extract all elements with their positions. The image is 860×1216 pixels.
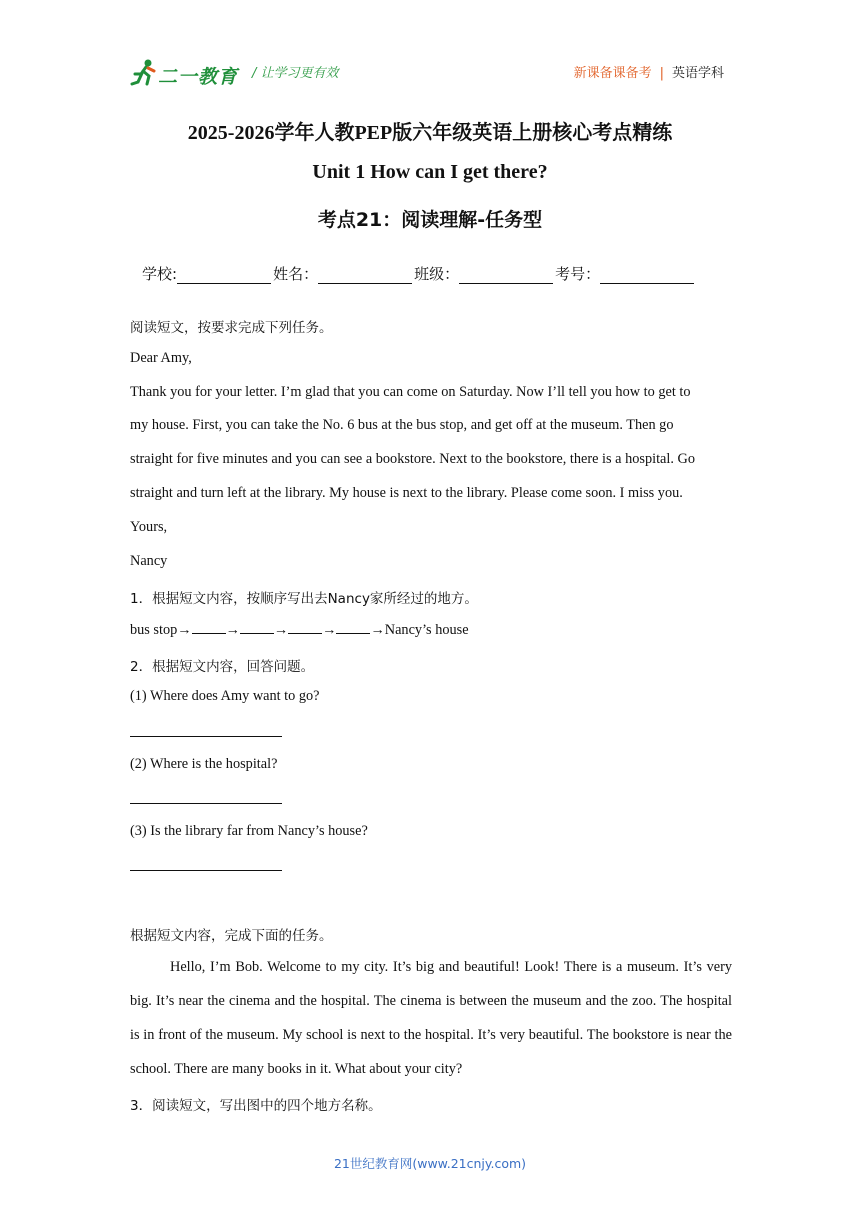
letter-signature: Nancy [130,553,168,569]
route-arrow: → [322,622,337,638]
school-blank[interactable] [177,267,271,284]
passage1-instruction: 阅读短文，按要求完成下列任务。 [130,320,333,336]
class-blank[interactable] [459,267,553,284]
letter-line: straight for five minutes and you can see a bookstore. Next to the bookstore, there is a hospital. Go [130,451,695,467]
route-arrow: → [273,622,289,638]
question-2-prompt: 2．根据短文内容，回答问题。 [130,659,315,675]
title-line-2: Unit 1 How can I get there? [312,161,548,183]
header-right [574,62,724,81]
slogan: / 让学习更有效 [252,66,339,81]
route-blank-2[interactable] [240,621,274,634]
route-blank-3[interactable] [288,621,322,634]
name-label: 姓名： [273,265,319,283]
route-arrow: → [225,622,240,638]
passage2-instruction: 根据短文内容，完成下面的任务。 [130,928,333,944]
question-2-item: (1) Where does Amy want to go? [130,688,320,704]
passage2-text: Hello, I’m Bob. Welcome to my city. It’s big and beautiful! Look! There is a museum. It’s very big. It’s near the cinema and the hospital. The cinema is between the museum and the zoo. The hospital is in front of the museum. My school is next to the hospital. It’s very beautiful. The bookstore is near the school. There are many books in it. What about your city? [130,959,732,1077]
route-blank-4[interactable] [336,621,370,634]
number-label: 考号： [555,265,601,283]
runner-logo-icon [130,58,160,88]
title-line-3: 考点21：阅读理解-任务型 [317,209,543,231]
question-1-route [130,621,469,639]
letter-line: straight and turn left at the library. My house is next to the library. Please come soon. I miss you. [130,485,683,501]
header-label: 新课备课备考 [573,66,652,81]
question-2-item: (3) Is the library far from Nancy’s house? [130,823,368,839]
answer-line[interactable] [130,736,282,737]
letter-closing: Yours, [130,519,168,535]
letter-line: my house. First, you can take the No. 6 bus at the bus stop, and get off at the museum. Then go [130,417,674,433]
name-blank[interactable] [318,267,412,284]
class-label: 班级： [414,265,460,283]
answer-line[interactable] [130,870,282,871]
logo-text: 二一教育 [158,66,239,88]
student-info-row [142,263,696,284]
route-start: bus stop [130,622,178,638]
page-footer: 21世纪教育网(www.21cnjy.com) [333,1156,527,1171]
route-end: →Nancy’s house [370,622,469,638]
title-line-1: 2025-2026学年人教PEP版六年级英语上册核心考点精练 [187,122,673,144]
question-1-prompt: 1．根据短文内容，按顺序写出去Nancy家所经过的地方。 [130,591,478,607]
question-3-prompt: 3．阅读短文，写出图中的四个地方名称。 [130,1098,382,1114]
number-blank[interactable] [600,267,694,284]
letter-greeting: Dear Amy, [130,350,192,366]
answer-line[interactable] [130,803,282,804]
route-blank-1[interactable] [192,621,226,634]
school-label: 学校: [142,265,178,283]
header-separator: | [659,66,664,81]
logo [130,58,240,90]
subject-label: 英语学科 [671,66,724,81]
question-2-item: (2) Where is the hospital? [130,756,278,772]
route-arrow: → [177,622,192,638]
letter-line: Thank you for your letter. I’m glad that you can come on Saturday. Now I’ll tell you how to get to [130,384,691,400]
page-header [0,0,860,100]
